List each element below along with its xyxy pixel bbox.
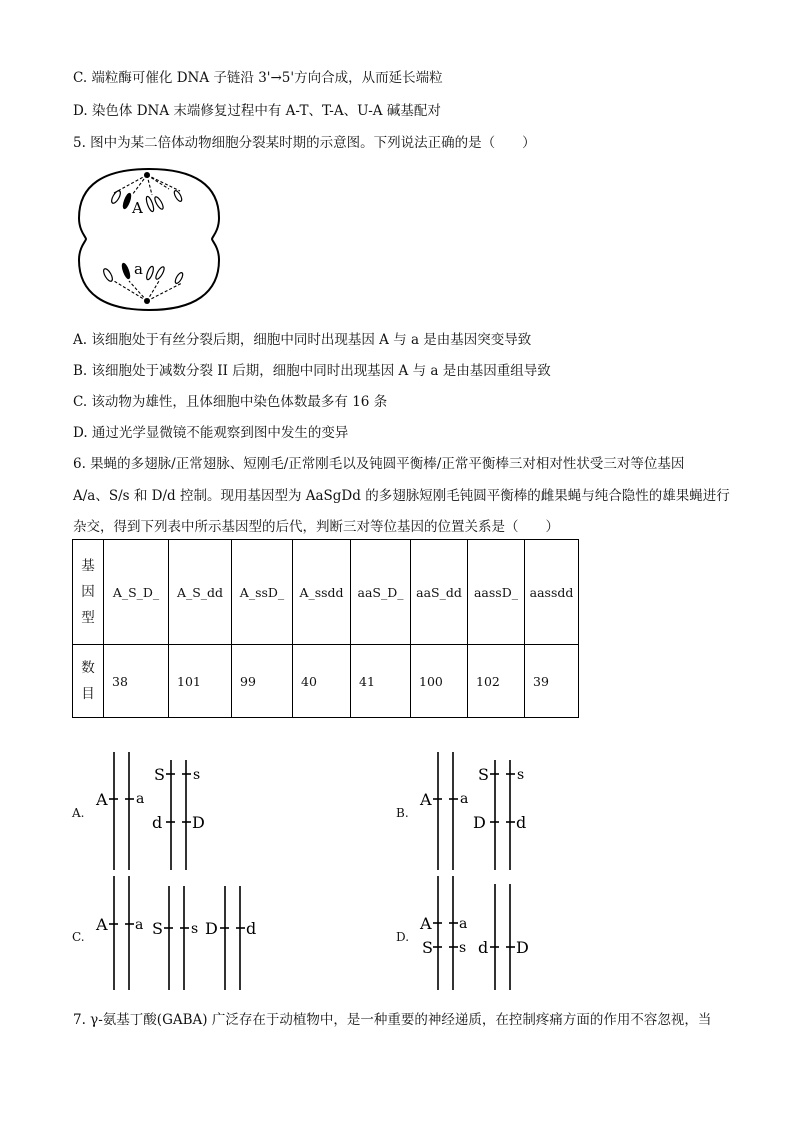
genotype-cell: A_ssD_ (232, 540, 293, 645)
upper-gene-label: A (132, 199, 143, 217)
q4-option-d: D. 染色体 DNA 末端修复过程中有 A-T、T-A、U-A 碱基配对 (73, 103, 441, 119)
svg-text:A: A (96, 790, 108, 809)
q6-option-a-diagram (94, 752, 224, 872)
svg-text:S: S (478, 765, 489, 784)
q6-option-c-label: C. (72, 930, 85, 944)
cell-membrane (79, 169, 219, 310)
svg-text:D: D (473, 813, 486, 832)
svg-text:A: A (96, 915, 108, 934)
svg-text:S: S (154, 765, 165, 784)
q6-option-b-label: B. (396, 806, 409, 820)
svg-text:d: d (246, 919, 257, 938)
count-cell: 102 (468, 645, 525, 718)
q6-option-a-label: A. (72, 806, 85, 820)
genotype-cell: aassdd (525, 540, 579, 645)
svg-text:a: a (136, 791, 145, 807)
table-row-counts (73, 645, 579, 718)
q7-stem: 7. γ-氨基丁酸(GABA) 广泛存在于动植物中，是一种重要的神经递质，在控制疼痛方面的作用不容忽视，当 (73, 1012, 712, 1028)
svg-text:d: d (478, 938, 489, 957)
svg-text:S: S (152, 919, 163, 938)
svg-text:s: s (191, 921, 199, 937)
count-cell: 101 (169, 645, 232, 718)
q6-stem-line-1: 6. 果蝇的多翅脉/正常翅脉、短刚毛/正常刚毛以及钝圆平衡棒/正常平衡棒三对相对性状受三对等位基因 (73, 456, 685, 472)
q5-option-c: C. 该动物为雄性，且体细胞中染色体数最多有 16 条 (73, 394, 388, 410)
genotype-cell: A_ssdd (293, 540, 351, 645)
table-row-genotypes (73, 540, 579, 645)
lower-gene-label: a (134, 260, 143, 278)
genotype-cell: aaS_dd (411, 540, 468, 645)
lower-chromosomes (102, 263, 184, 285)
q5-option-b: B. 该细胞处于减数分裂 II 后期，细胞中同时出现基因 A 与 a 是由基因重组导致 (73, 363, 551, 379)
count-cell: 99 (232, 645, 293, 718)
count-header: 数 目 (73, 645, 104, 718)
genotype-cell: A_S_dd (169, 540, 232, 645)
svg-text:D: D (205, 919, 218, 938)
svg-text:a: a (459, 916, 468, 932)
svg-text:d: d (152, 813, 163, 832)
genotype-cell: aassD_ (468, 540, 525, 645)
q6-stem-line-2: A/a、S/s 和 D/d 控制。现用基因型为 AaSgDd 的多翅脉短刚毛钝圆平衡棒的雌果蝇与纯合隐性的雄果蝇进行 (73, 488, 730, 504)
svg-text:d: d (516, 813, 527, 832)
q5-option-a: A. 该细胞处于有丝分裂后期，细胞中同时出现基因 A 与 a 是由基因突变导致 (73, 332, 532, 348)
q5-option-d: D. 通过光学显微镜不能观察到图中发生的变异 (73, 425, 349, 441)
svg-text:s: s (193, 767, 201, 783)
svg-text:s: s (517, 767, 525, 783)
svg-text:s: s (459, 940, 467, 956)
count-cell: 100 (411, 645, 468, 718)
q6-option-b-diagram (418, 752, 548, 872)
q4-option-c: C. 端粒酶可催化 DNA 子链沿 3'→5'方向合成，从而延长端粒 (73, 70, 443, 86)
q6-option-d-label: D. (396, 930, 410, 944)
svg-text:a: a (460, 791, 469, 807)
upper-chromosomes (110, 189, 183, 212)
svg-text:A: A (420, 914, 432, 933)
count-cell: 41 (351, 645, 411, 718)
svg-text:D: D (192, 813, 205, 832)
q6-option-d-diagram (418, 876, 548, 992)
genotype-cell: A_S_D_ (104, 540, 169, 645)
lower-spindle (114, 281, 182, 301)
svg-text:A: A (420, 790, 432, 809)
genotype-table (72, 539, 579, 718)
svg-text:S: S (422, 938, 433, 957)
genotype-cell: aaS_D_ (351, 540, 411, 645)
lower-centrosome (144, 298, 150, 304)
cell-division-figure (74, 163, 224, 315)
count-cell: 40 (293, 645, 351, 718)
q6-stem-line-3: 杂交，得到下列表中所示基因型的后代，判断三对等位基因的位置关系是（ ） (73, 519, 559, 535)
svg-text:a: a (135, 917, 144, 933)
genotype-header: 基 因 型 (73, 540, 104, 645)
q5-stem: 5. 图中为某二倍体动物细胞分裂某时期的示意图。下列说法正确的是（ ） (73, 135, 536, 151)
count-cell: 38 (104, 645, 169, 718)
count-cell: 39 (525, 645, 579, 718)
upper-centrosome (144, 172, 150, 178)
svg-text:D: D (516, 938, 529, 957)
q6-option-c-diagram (94, 876, 264, 992)
